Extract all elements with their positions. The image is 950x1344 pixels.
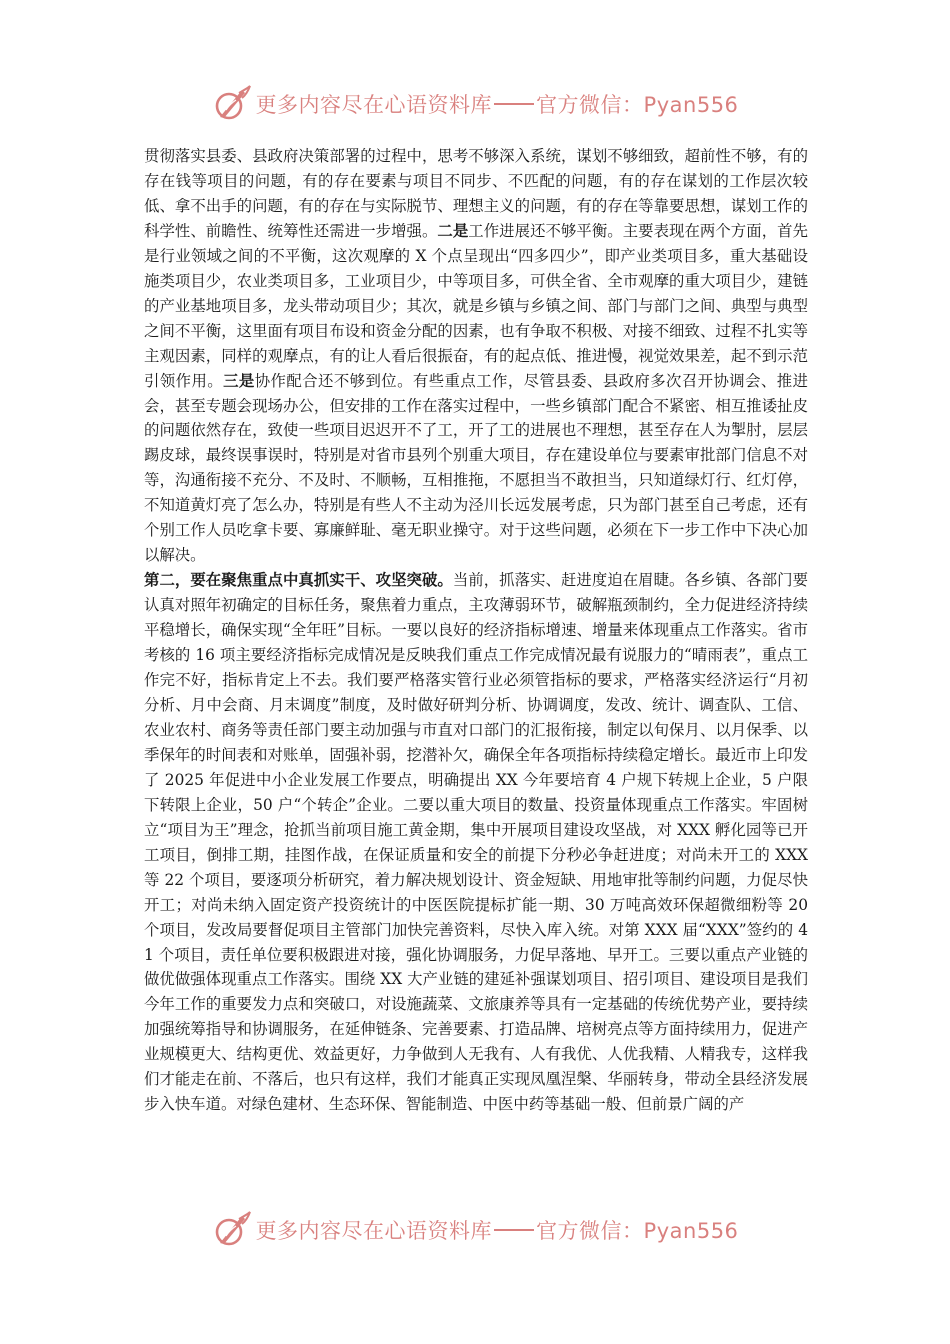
quill-logo-icon (212, 84, 252, 124)
paragraph-text: 当前，抓落实、赶进度迫在眉睫。各乡镇、各部门要认真对照年初确定的目标任务，聚焦着力重点，主攻薄弱环节，破解瓶颈制约，全力促进经济持续平稳增长，确保实现“全年旺”目标。一要以良好的经济指标增速、增量来体现重点工作落实。省市考核的 16 项主要经济指标完成情况是反映我们重点工作完成情况最有说服力的“晴雨表”，重点工作完不好，指标肯定上不去。我们要严格落实管行业必须管指标的要求，严格落实经济运行“月初分析、月中会商、月末调度”制度，及时做好研判分析、协调调度，发改、统计、调查队、工信、农业农村、商务等责任部门要主动加强与市直对口部门的汇报衔接，制定以旬保月、以月保季、以季保年的时间表和对账单，固强补弱，挖潜补欠，确保全年各项指标持续稳定增长。最近市上印发了 2025 年促进中小企业发展工作要点，明确提出 XX 今年要培育 4 户规下转规上企业，5 户限下转限上企业，50 户“个转企”企业。二要以重大项目的数量、投资量体现重点工作落实。牢固树立“项目为王”理念，抢抓当前项目施工黄金期，集中开展项目建设攻坚战，对 XXX 孵化园等已开工项目，倒排工期，挂图作战，在保证质量和安全的前提下分秒必争赶进度；对尚未开工的 XXX 等 22 个项目，要逐项分析研究，着力解决规划设计、资金短缺、用地审批等制约问题，力促尽快开工；对尚未纳入固定资产投资统计的中医医院提标扩能一期、30 万吨高效环保超微细粉等 20 个项目，发改局要督促项目主管部门加快完善资料，尽快入库入统。对第 XXX 届“XXX”签约的 41 个项目，责任单位要积极跟进对接，强化协调服务，力促早落地、早开工。三要以重点产业链的做优做强体现重点工作落实。围绕 XX 大产业链的建延补强谋划项目、招引项目、建设项目是我们今年工作的重要发力点和突破口，对设施蔬菜、文旅康养等具有一定基础的传统优势产业，要持续加强统筹指导和协调服务，在延伸链条、完善要素、打造品牌、培树亮点等方面持续用力，促进产业规模更大、结构更优、效益更好，力争做到人无我有、人有我优、人优我精、人精我专，这样我们才能走在前、不落后，也只有这样，我们才能真正实现凤凰涅槃、华丽转身，带动全县经济发展步入快车道。对绿色建材、生态环保、智能制造、中医中药等基础一般、但前景广阔的产 (144, 571, 808, 1114)
paragraph-text: 工作进展还不够平衡。主要表现在两个方面，首先是行业领域之间的不平衡，这次观摩的 X 个点呈现出“四多四少”，即产业类项目多，重大基础设施类项目少，农业类项目多，工业项目少，中等项目多，可供全省、全市观摩的重大项目少，建链的产业基地项目多，龙头带动项目少；其次，就是乡镇与乡镇之间、部门与部门之间、典型与典型之间不平衡，这里面有项目布设和资金分配的因素，也有争取不积极、对接不细致、过程不扎实等主观因素，同样的观摩点，有的让人看后很振奋，有的起点低、推进慢，视觉效果差，起不到示范引领作用。 (144, 221, 808, 390)
quill-logo-icon (212, 1210, 252, 1250)
watermark-text (256, 89, 739, 119)
bold-marker: 二是 (437, 221, 469, 240)
bold-marker: 三是 (223, 371, 255, 390)
watermark-dash (494, 103, 534, 105)
watermark-text-suffix: 官方微信：Pyan556 (536, 1219, 739, 1243)
watermark-header (0, 84, 950, 124)
document-body (144, 144, 808, 1117)
watermark-text-suffix: 官方微信：Pyan556 (536, 93, 739, 117)
paragraph (144, 568, 808, 1117)
paragraph-text: 协作配合还不够到位。有些重点工作，尽管县委、县政府多次召开协调会、推进会，甚至专题会现场办公，但安排的工作在落实过程中，一些乡镇部门配合不紧密、相互推诿扯皮的问题依然存在，致使一些项目迟迟开不了工，开了工的进展也不理想，甚至存在人为掣肘，层层踢皮球，最终误事误时，特别是对省市县列个别重大项目，存在建设单位与要素审批部门信息不对等，沟通衔接不充分、不及时、不顺畅，互相推拖，不愿担当不敢担当，只知道绿灯行、红灯停，不知道黄灯亮了怎么办，特别是有些人不主动为泾川长远发展考虑，只为部门甚至自己考虑，还有个别工作人员吃拿卡要、寡廉鲜耻、毫无职业操守。对于这些问题，必须在下一步工作中下决心加以解决。 (144, 371, 808, 565)
watermark-text-prefix: 更多内容尽在心语资料库 (255, 93, 493, 117)
watermark-dash (494, 1229, 534, 1231)
watermark-text (256, 1215, 739, 1245)
watermark-text-prefix: 更多内容尽在心语资料库 (255, 1219, 493, 1243)
paragraph (144, 144, 808, 568)
section-heading: 第二，要在聚焦重点中真抓实干、攻坚突破。 (144, 571, 453, 590)
watermark-footer (0, 1210, 950, 1250)
paragraph-text: 贯彻落实县委、县政府决策部署的过程中，思考不够深入系统，谋划不够细致，超前性不够，有的存在钱等项目的问题，有的存在要素与项目不同步、不匹配的问题，有的存在谋划的工作层次较低、拿不出手的问题，有的存在与实际脱节、理想主义的问题，有的存在等靠要思想，谋划工作的科学性、前瞻性、统筹性还需进一步增强。 (144, 147, 808, 240)
